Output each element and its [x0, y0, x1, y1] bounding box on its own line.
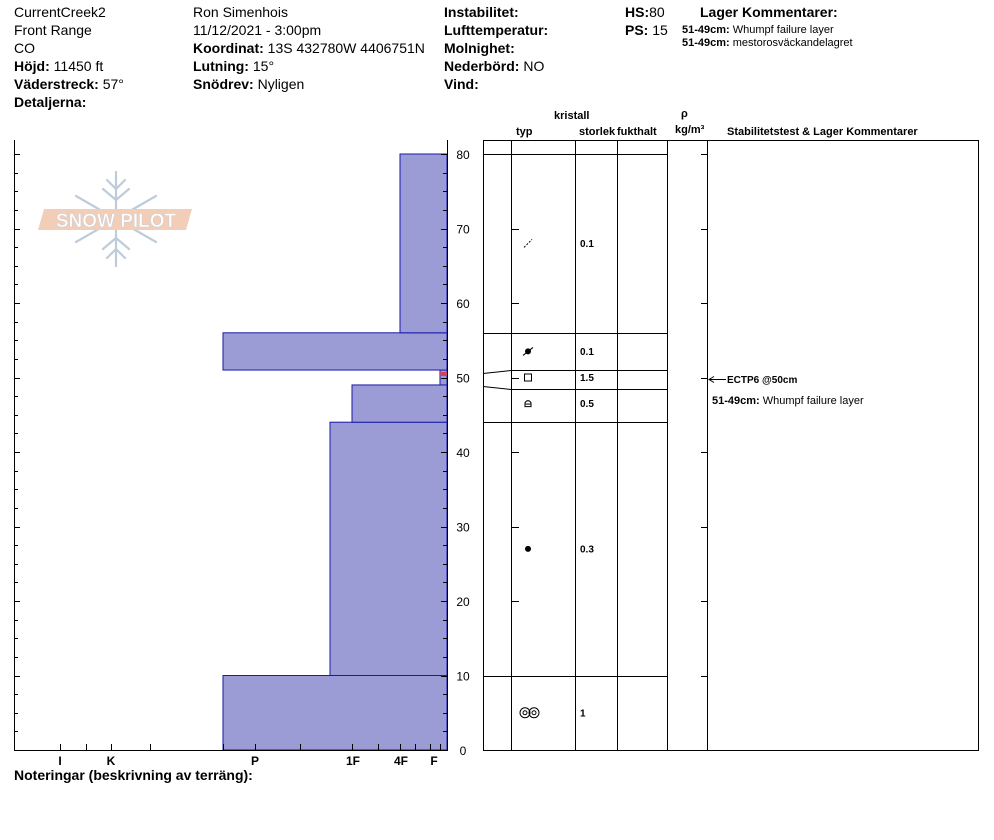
grain-size-1: 0.3 — [580, 544, 594, 556]
layer-comment-2-text: mestorosväckandelagret — [732, 37, 853, 49]
precip-label: Nederbörd: — [444, 58, 520, 74]
layer-table-frame — [484, 140, 979, 751]
hardness-bar-2 — [352, 385, 447, 422]
grain-symbol-faceted-icon — [525, 401, 531, 407]
grain-size-4: 0.1 — [580, 346, 594, 358]
details-label: Detaljerna: — [14, 94, 87, 110]
aspect-label: Väderstreck: — [14, 76, 99, 92]
range-name: Front Range — [14, 22, 92, 38]
height-tick-0: 0 — [459, 744, 467, 758]
wind-loading-label: Snödrev: — [193, 76, 254, 92]
grain-size-0: 1 — [580, 708, 586, 720]
grain-size-2: 0.5 — [580, 399, 594, 411]
col-stability: Stabilitetstest & Lager Kommentarer — [727, 126, 918, 138]
layer-comment-1-range: 51-49cm: — [682, 24, 730, 36]
col-size: storlek — [579, 126, 616, 138]
hardness-bar-5 — [400, 154, 447, 333]
hardness-tick-4F: 4F — [393, 754, 409, 768]
grain-size-5: 0.1 — [580, 238, 594, 250]
grain-symbol-facets-icon — [525, 374, 532, 381]
observation-datetime: 11/12/2021 - 3:00pm — [193, 22, 322, 38]
hardness-bar-0 — [223, 676, 447, 751]
slope-value: 15° — [252, 58, 275, 74]
hs-value: 80 — [649, 4, 665, 20]
layer-comments-title: Lager Kommentarer: — [700, 4, 838, 20]
height-tick-60: 60 — [456, 297, 470, 311]
observer-name: Ron Simenhois — [193, 4, 288, 20]
hs-label: HS: — [625, 4, 650, 20]
hardness-tick-F: F — [430, 754, 438, 768]
hardness-bars — [223, 154, 447, 750]
col-type: typ — [516, 126, 533, 138]
stability-comment — [712, 395, 864, 407]
sky-label: Molnighet: — [444, 40, 515, 56]
grain-symbol-precip-icon — [524, 239, 532, 247]
height-axis-labels — [456, 148, 470, 758]
grain-symbol-rounds-icon — [525, 546, 531, 552]
grain-cells — [520, 239, 594, 719]
col-moisture: fukthalt — [617, 126, 657, 138]
height-tick-80: 80 — [456, 148, 470, 162]
air-temp-label: Lufttemperatur: — [444, 22, 549, 38]
stability-arrow — [709, 377, 726, 383]
failure-layer-marker — [440, 372, 447, 376]
hardness-tick-I: I — [58, 754, 62, 768]
height-tick-70: 70 — [456, 222, 470, 237]
stability-test-text: ECTP6 @50cm — [727, 375, 798, 386]
col-rho: ρ — [681, 108, 688, 120]
height-tick-10: 10 — [456, 669, 470, 684]
snowpilot-logo — [38, 172, 192, 266]
layer-comment-2-range: 51-49cm: — [682, 37, 730, 49]
grain-symbol-decomposing-icon — [523, 347, 533, 355]
height-tick-40: 40 — [456, 446, 470, 460]
grain-size-3: 1.5 — [580, 373, 594, 384]
hardness-tick-1F: 1F — [345, 754, 361, 768]
height-tick-20: 20 — [456, 595, 470, 609]
logo-text: SNOW PILOT — [55, 211, 177, 232]
notes-label: Noteringar (beskrivning av terräng): — [14, 767, 253, 783]
wind-label: Vind: — [444, 76, 479, 92]
location-name: CurrentCreek2 — [14, 4, 106, 20]
wind-loading-value: Nyligen — [257, 76, 305, 92]
hardness-tick-K: K — [106, 754, 116, 768]
slope-label: Lutning: — [193, 58, 249, 74]
precip-value: NO — [523, 58, 545, 74]
height-tick-30: 30 — [456, 520, 470, 535]
hardness-tick-P: P — [250, 754, 260, 768]
col-crystal: kristall — [554, 110, 590, 122]
col-density-unit: kg/m³ — [675, 124, 705, 136]
table-ticks — [511, 155, 708, 751]
layer-comment-1-text: Whumpf failure layer — [732, 24, 834, 36]
grain-symbol-melt-forms-icon — [520, 708, 539, 718]
aspect-value: 57° — [102, 76, 124, 92]
coordinates-label: Koordinat: — [193, 40, 264, 56]
stability-comment-text: Whumpf failure layer — [762, 395, 864, 407]
coordinates-value: 13S 432780W 4406751N — [267, 40, 425, 56]
state-name: CO — [14, 40, 35, 56]
stability-comment-range: 51-49cm: — [712, 395, 760, 407]
elevation-value: 11450 ft — [53, 58, 104, 74]
hardness-bar-1 — [330, 422, 447, 675]
hardness-bar-4 — [223, 333, 447, 370]
ps-value: 15 — [652, 22, 668, 38]
elevation-label: Höjd: — [14, 58, 50, 74]
height-tick-50: 50 — [456, 371, 470, 386]
ps-label: PS: — [625, 22, 649, 38]
instability-label: Instabilitet: — [444, 4, 519, 20]
